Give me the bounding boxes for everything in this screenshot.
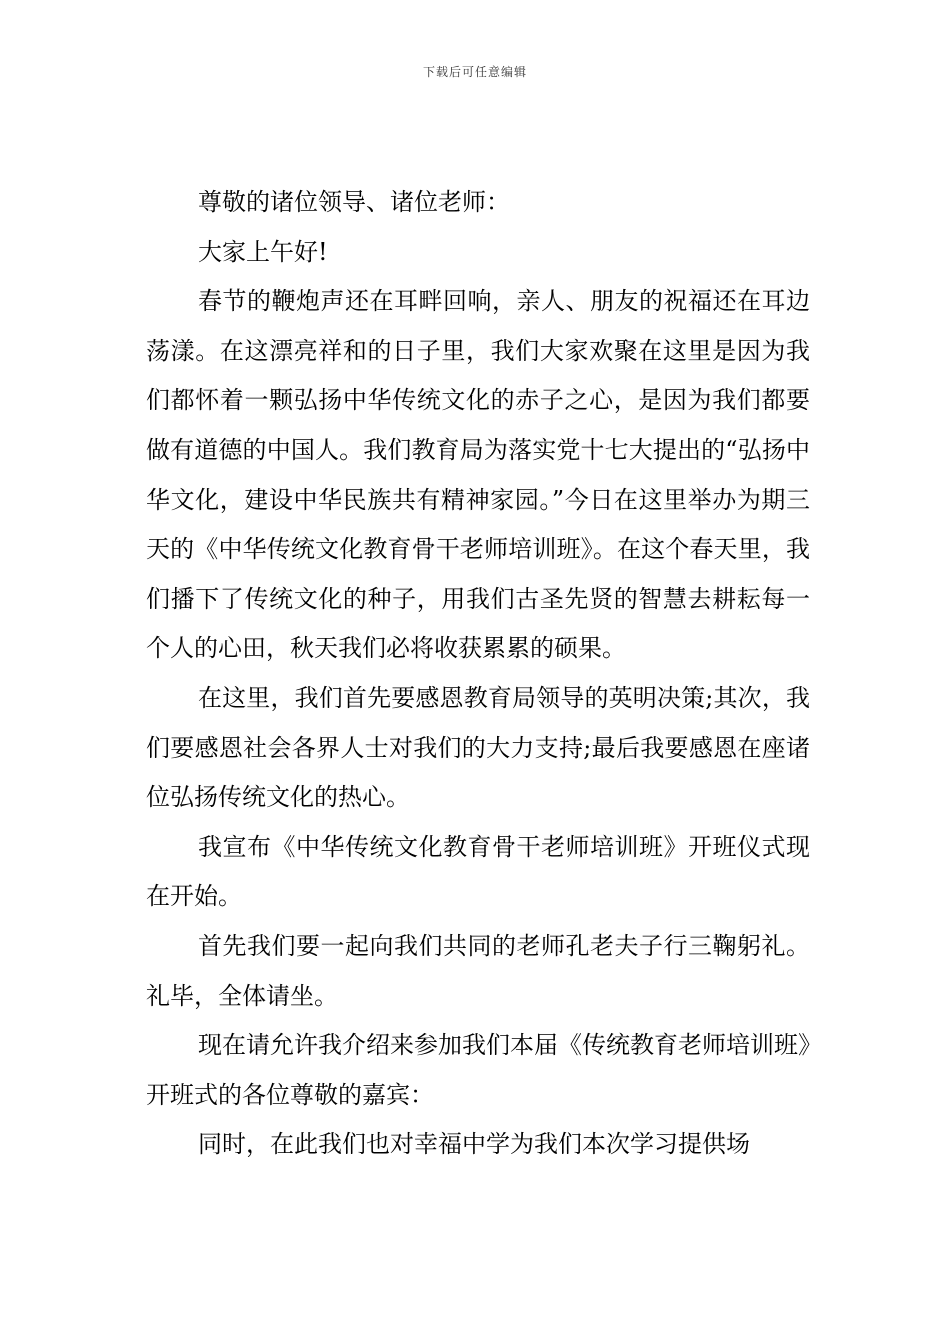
salutation: 尊敬的诸位领导、诸位老师： xyxy=(198,188,510,216)
paragraph-gratitude: 在这里，我们首先要感恩教育局领导的英明决策;其次，我们要感恩社会各界人士对我们的大力支持;最后我要感恩在座诸位弘扬传统文化的热心。 xyxy=(146,683,810,812)
greeting: 大家上午好! xyxy=(198,237,328,266)
header-note: 下载后可任意编辑 xyxy=(422,65,527,79)
paragraph-announcement: 我宣布《中华传统文化教育骨干老师培训班》开班仪式现在开始。 xyxy=(146,832,810,911)
paragraph-opening: 春节的鞭炮声还在耳畔回响，亲人、朋友的祝福还在耳边荡漾。在这漂亮祥和的日子里，我们大家欢聚在这里是因为我们都怀着一颗弘扬中华传统文化的赤子之心，是因为我们都要做有道德的中国人。我们教育局为落实党十七大提出的“弘扬中华文化，建设中华民族共有精神家园。”今日在这里举办为期三天的《中华传统文化教育骨干老师培训班》。在这个春天里，我们播下了传统文化的种子，用我们古圣先贤的智慧去耕耘每一个人的心田，秋天我们必将收获累累的硕果。 xyxy=(146,287,810,663)
document-body xyxy=(146,178,810,1170)
paragraph-ceremony: 首先我们要一起向我们共同的老师孔老夫子行三鞠躬礼。礼毕，全体请坐。 xyxy=(146,931,810,1010)
paragraph-guests: 现在请允许我介绍来参加我们本届《传统教育老师培训班》开班式的各位尊敬的嘉宾： xyxy=(146,1031,810,1109)
paragraph-thanks: 同时，在此我们也对幸福中学为我们本次学习提供场 xyxy=(198,1130,750,1159)
